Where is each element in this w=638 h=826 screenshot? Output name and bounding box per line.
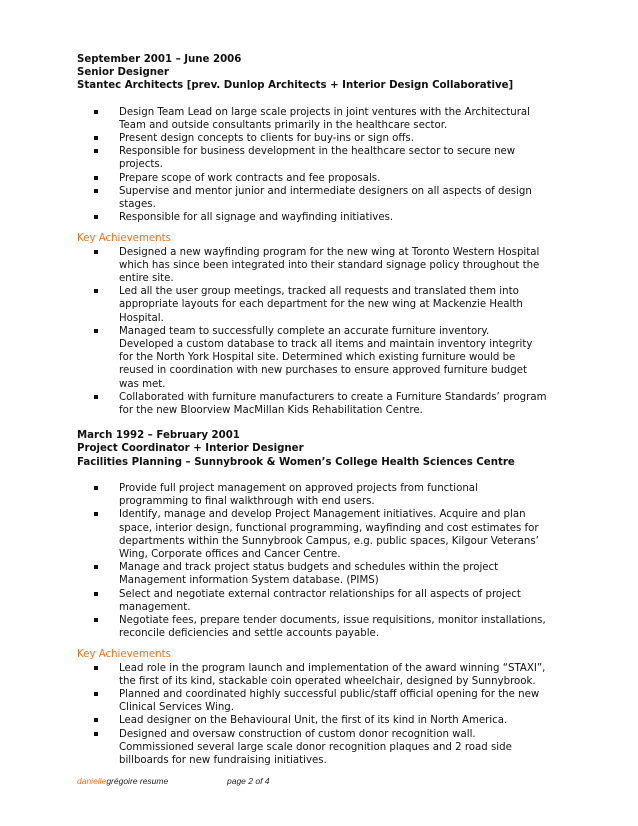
job-section-2 xyxy=(77,429,547,767)
list-item: Lead role in the program launch and implementation of the award winning “STAXI”, the first of its kind, stackable coin operated wheelchair, designed by Sunnybrook. xyxy=(77,662,547,688)
list-item: Designed and oversaw construction of custom donor recognition wall. Commissioned several large scale donor recognition plaques and 2 road side billboards for new fundraising initiatives. xyxy=(77,728,547,768)
key-achievements-heading: Key Achievements xyxy=(77,233,171,245)
list-item: Responsible for business development in the healthcare sector to secure new projects. xyxy=(77,145,547,171)
page-footer xyxy=(77,776,547,786)
list-item: Provide full project management on approved projects from functional programming to final walkthrough with end users. xyxy=(77,482,547,508)
list-item: Managed team to successfully complete an accurate furniture inventory. Developed a custom database to track all items and maintain inventory integrity for the North York Hospital site. Determined which existing furniture would be reused in coordination with new purchases to ensure approved furniture budget was met. xyxy=(77,325,547,391)
list-item: Select and negotiate external contractor relationships for all aspects of project management. xyxy=(77,588,547,614)
job-title: Project Coordinator + Interior Designer xyxy=(77,443,304,455)
list-item: Lead designer on the Behavioural Unit, the first of its kind in North America. xyxy=(77,714,547,727)
list-item: Identify, manage and develop Project Management initiatives. Acquire and plan space, interior design, functional programming, wayfinding and cost estimates for departments within the Sunnybrook Campus, e.g. public spaces, Kilgour Veterans’ Wing, Corporate offices and Cancer Centre. xyxy=(77,508,547,561)
list-item: Manage and track project status budgets and schedules within the project Management information System database. (PIMS) xyxy=(77,561,547,587)
job-dates: March 1992 – February 2001 xyxy=(77,430,240,442)
job-company: Facilities Planning – Sunnybrook & Women’s College Health Sciences Centre xyxy=(77,456,515,468)
job-company: Stantec Architects [prev. Dunlop Architects + Interior Design Collaborative] xyxy=(77,80,514,92)
achievements-list xyxy=(77,662,547,768)
list-item: Supervise and mentor junior and intermediate designers on all aspects of design stages. xyxy=(77,185,547,211)
list-item: Designed a new wayfinding program for the new wing at Toronto Western Hospital which has since been integrated into their standard signage policy throughout the entire site. xyxy=(77,246,547,286)
list-item: Collaborated with furniture manufacturers to create a Furniture Standards’ program for the new Bloorview MacMillan Kids Rehabilitation Centre. xyxy=(77,391,547,417)
footer-name-first: danielle xyxy=(77,776,107,786)
job-title: Senior Designer xyxy=(77,67,169,79)
duties-list xyxy=(77,482,547,640)
footer-page-number: page 2 of 4 xyxy=(227,776,270,786)
list-item: Design Team Lead on large scale projects in joint ventures with the Architectural Team and outside consultants primarily in the healthcare sector. xyxy=(77,106,547,132)
list-item: Present design concepts to clients for buy-ins or sign offs. xyxy=(77,132,547,145)
job-dates: September 2001 – June 2006 xyxy=(77,54,242,65)
duties-list xyxy=(77,106,547,225)
list-item: Led all the user group meetings, tracked all requests and translated them into appropriate layouts for each department for the new wing at Mackenzie Health Hospital. xyxy=(77,285,547,325)
footer-name-rest: grégoire resume xyxy=(106,776,169,786)
job-section-1 xyxy=(77,53,547,417)
list-item: Planned and coordinated highly successful public/staff official opening for the new Clinical Services Wing. xyxy=(77,688,547,714)
list-item: Prepare scope of work contracts and fee proposals. xyxy=(77,172,547,185)
list-item: Responsible for all signage and wayfinding initiatives. xyxy=(77,211,547,224)
resume-page xyxy=(77,53,547,767)
key-achievements-heading: Key Achievements xyxy=(77,649,171,661)
list-item: Negotiate fees, prepare tender documents, issue requisitions, monitor installations, reconcile deficiencies and settle accounts payable. xyxy=(77,614,547,640)
achievements-list xyxy=(77,246,547,418)
